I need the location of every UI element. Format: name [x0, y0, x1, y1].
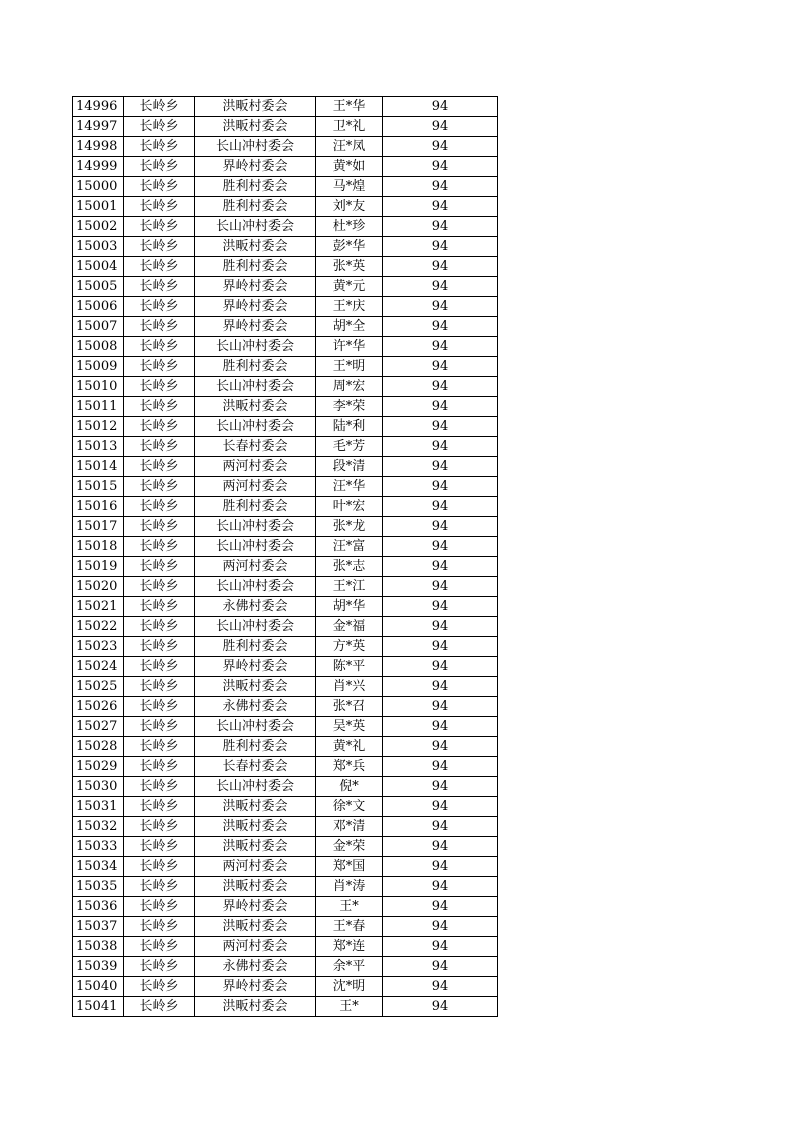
township-cell: 长岭乡 [124, 277, 195, 297]
township-cell: 长岭乡 [124, 97, 195, 117]
name-cell: 胡*全 [316, 317, 383, 337]
township-cell: 长岭乡 [124, 457, 195, 477]
score-cell: 94 [383, 957, 498, 977]
township-cell: 长岭乡 [124, 377, 195, 397]
record-id-cell: 15010 [73, 377, 124, 397]
township-cell: 长岭乡 [124, 657, 195, 677]
table-row [73, 877, 498, 897]
score-cell: 94 [383, 637, 498, 657]
village-cell: 洪畈村委会 [195, 817, 316, 837]
record-id-cell: 15000 [73, 177, 124, 197]
village-cell: 长山冲村委会 [195, 217, 316, 237]
name-cell: 王*明 [316, 357, 383, 377]
score-cell: 94 [383, 357, 498, 377]
record-id-cell: 15035 [73, 877, 124, 897]
score-cell: 94 [383, 237, 498, 257]
name-cell: 李*荣 [316, 397, 383, 417]
name-cell: 王*江 [316, 577, 383, 597]
table-row [73, 697, 498, 717]
table-row [73, 957, 498, 977]
township-cell: 长岭乡 [124, 597, 195, 617]
score-cell: 94 [383, 877, 498, 897]
table-row [73, 437, 498, 457]
table-row [73, 797, 498, 817]
township-cell: 长岭乡 [124, 337, 195, 357]
township-cell: 长岭乡 [124, 437, 195, 457]
record-id-cell: 15009 [73, 357, 124, 377]
table-row [73, 917, 498, 937]
table-row [73, 277, 498, 297]
score-cell: 94 [383, 217, 498, 237]
village-cell: 长山冲村委会 [195, 417, 316, 437]
record-id-cell: 15030 [73, 777, 124, 797]
name-cell: 王*华 [316, 97, 383, 117]
name-cell: 金*福 [316, 617, 383, 637]
village-cell: 洪畈村委会 [195, 117, 316, 137]
table-row [73, 897, 498, 917]
name-cell: 王* [316, 997, 383, 1017]
name-cell: 王*春 [316, 917, 383, 937]
township-cell: 长岭乡 [124, 417, 195, 437]
village-cell: 长山冲村委会 [195, 137, 316, 157]
name-cell: 张*龙 [316, 517, 383, 537]
score-cell: 94 [383, 317, 498, 337]
score-cell: 94 [383, 517, 498, 537]
record-id-cell: 15034 [73, 857, 124, 877]
record-id-cell: 14998 [73, 137, 124, 157]
table-row [73, 937, 498, 957]
record-id-cell: 15006 [73, 297, 124, 317]
township-cell: 长岭乡 [124, 297, 195, 317]
score-cell: 94 [383, 837, 498, 857]
village-cell: 永佛村委会 [195, 697, 316, 717]
village-cell: 界岭村委会 [195, 297, 316, 317]
record-id-cell: 15027 [73, 717, 124, 737]
records-table [72, 96, 498, 1017]
village-cell: 界岭村委会 [195, 657, 316, 677]
score-cell: 94 [383, 177, 498, 197]
name-cell: 郑*国 [316, 857, 383, 877]
township-cell: 长岭乡 [124, 317, 195, 337]
table-row [73, 577, 498, 597]
village-cell: 洪畈村委会 [195, 237, 316, 257]
score-cell: 94 [383, 397, 498, 417]
name-cell: 方*英 [316, 637, 383, 657]
record-id-cell: 15036 [73, 897, 124, 917]
village-cell: 长山冲村委会 [195, 537, 316, 557]
table-row [73, 997, 498, 1017]
township-cell: 长岭乡 [124, 137, 195, 157]
township-cell: 长岭乡 [124, 357, 195, 377]
village-cell: 界岭村委会 [195, 277, 316, 297]
name-cell: 郑*连 [316, 937, 383, 957]
township-cell: 长岭乡 [124, 737, 195, 757]
record-id-cell: 15012 [73, 417, 124, 437]
village-cell: 胜利村委会 [195, 357, 316, 377]
name-cell: 毛*芳 [316, 437, 383, 457]
records-table-body [73, 97, 498, 1017]
name-cell: 张*志 [316, 557, 383, 577]
township-cell: 长岭乡 [124, 177, 195, 197]
table-row [73, 417, 498, 437]
record-id-cell: 15016 [73, 497, 124, 517]
record-id-cell: 15002 [73, 217, 124, 237]
score-cell: 94 [383, 597, 498, 617]
name-cell: 黄*礼 [316, 737, 383, 757]
township-cell: 长岭乡 [124, 697, 195, 717]
score-cell: 94 [383, 437, 498, 457]
name-cell: 刘*友 [316, 197, 383, 217]
record-id-cell: 15028 [73, 737, 124, 757]
score-cell: 94 [383, 977, 498, 997]
score-cell: 94 [383, 817, 498, 837]
village-cell: 界岭村委会 [195, 157, 316, 177]
township-cell: 长岭乡 [124, 677, 195, 697]
record-id-cell: 15007 [73, 317, 124, 337]
name-cell: 吴*英 [316, 717, 383, 737]
score-cell: 94 [383, 937, 498, 957]
record-id-cell: 15033 [73, 837, 124, 857]
table-row [73, 257, 498, 277]
score-cell: 94 [383, 717, 498, 737]
score-cell: 94 [383, 697, 498, 717]
score-cell: 94 [383, 897, 498, 917]
table-row [73, 477, 498, 497]
table-row [73, 97, 498, 117]
record-id-cell: 15005 [73, 277, 124, 297]
name-cell: 许*华 [316, 337, 383, 357]
township-cell: 长岭乡 [124, 617, 195, 637]
village-cell: 长山冲村委会 [195, 717, 316, 737]
table-row [73, 517, 498, 537]
village-cell: 两河村委会 [195, 937, 316, 957]
village-cell: 洪畈村委会 [195, 997, 316, 1017]
name-cell: 黄*元 [316, 277, 383, 297]
name-cell: 胡*华 [316, 597, 383, 617]
township-cell: 长岭乡 [124, 837, 195, 857]
table-row [73, 377, 498, 397]
name-cell: 沈*明 [316, 977, 383, 997]
township-cell: 长岭乡 [124, 397, 195, 417]
record-id-cell: 15019 [73, 557, 124, 577]
village-cell: 长山冲村委会 [195, 377, 316, 397]
name-cell: 郑*兵 [316, 757, 383, 777]
name-cell: 张*英 [316, 257, 383, 277]
score-cell: 94 [383, 757, 498, 777]
name-cell: 陈*平 [316, 657, 383, 677]
score-cell: 94 [383, 97, 498, 117]
name-cell: 王* [316, 897, 383, 917]
record-id-cell: 15026 [73, 697, 124, 717]
record-id-cell: 15018 [73, 537, 124, 557]
village-cell: 胜利村委会 [195, 177, 316, 197]
table-row [73, 597, 498, 617]
village-cell: 界岭村委会 [195, 317, 316, 337]
score-cell: 94 [383, 657, 498, 677]
record-id-cell: 15023 [73, 637, 124, 657]
township-cell: 长岭乡 [124, 897, 195, 917]
record-id-cell: 15013 [73, 437, 124, 457]
score-cell: 94 [383, 857, 498, 877]
village-cell: 胜利村委会 [195, 197, 316, 217]
table-row [73, 537, 498, 557]
table-row [73, 357, 498, 377]
record-id-cell: 15022 [73, 617, 124, 637]
score-cell: 94 [383, 497, 498, 517]
table-row [73, 657, 498, 677]
score-cell: 94 [383, 677, 498, 697]
township-cell: 长岭乡 [124, 477, 195, 497]
name-cell: 金*荣 [316, 837, 383, 857]
name-cell: 汪*富 [316, 537, 383, 557]
village-cell: 长山冲村委会 [195, 777, 316, 797]
township-cell: 长岭乡 [124, 157, 195, 177]
name-cell: 余*平 [316, 957, 383, 977]
table-row [73, 337, 498, 357]
village-cell: 洪畈村委会 [195, 837, 316, 857]
township-cell: 长岭乡 [124, 997, 195, 1017]
village-cell: 长山冲村委会 [195, 617, 316, 637]
score-cell: 94 [383, 257, 498, 277]
score-cell: 94 [383, 157, 498, 177]
village-cell: 洪畈村委会 [195, 397, 316, 417]
table-row [73, 317, 498, 337]
score-cell: 94 [383, 277, 498, 297]
record-id-cell: 15004 [73, 257, 124, 277]
township-cell: 长岭乡 [124, 637, 195, 657]
table-row [73, 977, 498, 997]
name-cell: 叶*宏 [316, 497, 383, 517]
name-cell: 肖*兴 [316, 677, 383, 697]
table-row [73, 457, 498, 477]
village-cell: 洪畈村委会 [195, 677, 316, 697]
village-cell: 洪畈村委会 [195, 797, 316, 817]
township-cell: 长岭乡 [124, 197, 195, 217]
township-cell: 长岭乡 [124, 877, 195, 897]
township-cell: 长岭乡 [124, 517, 195, 537]
table-row [73, 737, 498, 757]
table-row [73, 397, 498, 417]
table-row [73, 177, 498, 197]
township-cell: 长岭乡 [124, 797, 195, 817]
township-cell: 长岭乡 [124, 557, 195, 577]
village-cell: 永佛村委会 [195, 597, 316, 617]
name-cell: 邓*清 [316, 817, 383, 837]
table-row [73, 197, 498, 217]
name-cell: 王*庆 [316, 297, 383, 317]
name-cell: 马*煌 [316, 177, 383, 197]
score-cell: 94 [383, 557, 498, 577]
township-cell: 长岭乡 [124, 237, 195, 257]
village-cell: 长春村委会 [195, 757, 316, 777]
village-cell: 长山冲村委会 [195, 577, 316, 597]
village-cell: 两河村委会 [195, 557, 316, 577]
table-row [73, 857, 498, 877]
score-cell: 94 [383, 777, 498, 797]
table-row [73, 137, 498, 157]
village-cell: 胜利村委会 [195, 637, 316, 657]
score-cell: 94 [383, 797, 498, 817]
record-id-cell: 15031 [73, 797, 124, 817]
name-cell: 倪* [316, 777, 383, 797]
name-cell: 段*清 [316, 457, 383, 477]
table-row [73, 117, 498, 137]
village-cell: 两河村委会 [195, 477, 316, 497]
record-id-cell: 15024 [73, 657, 124, 677]
village-cell: 两河村委会 [195, 457, 316, 477]
village-cell: 洪畈村委会 [195, 97, 316, 117]
record-id-cell: 14999 [73, 157, 124, 177]
score-cell: 94 [383, 457, 498, 477]
village-cell: 两河村委会 [195, 857, 316, 877]
record-id-cell: 15041 [73, 997, 124, 1017]
table-row [73, 677, 498, 697]
score-cell: 94 [383, 117, 498, 137]
name-cell: 陆*利 [316, 417, 383, 437]
record-id-cell: 15037 [73, 917, 124, 937]
record-id-cell: 14997 [73, 117, 124, 137]
score-cell: 94 [383, 737, 498, 757]
score-cell: 94 [383, 917, 498, 937]
record-id-cell: 15011 [73, 397, 124, 417]
record-id-cell: 15040 [73, 977, 124, 997]
name-cell: 黄*如 [316, 157, 383, 177]
township-cell: 长岭乡 [124, 257, 195, 277]
table-row [73, 157, 498, 177]
record-id-cell: 15015 [73, 477, 124, 497]
table-row [73, 817, 498, 837]
table-row [73, 837, 498, 857]
score-cell: 94 [383, 997, 498, 1017]
score-cell: 94 [383, 297, 498, 317]
village-cell: 永佛村委会 [195, 957, 316, 977]
name-cell: 汪*华 [316, 477, 383, 497]
record-id-cell: 15017 [73, 517, 124, 537]
township-cell: 长岭乡 [124, 857, 195, 877]
record-id-cell: 15008 [73, 337, 124, 357]
table-row [73, 217, 498, 237]
record-id-cell: 15014 [73, 457, 124, 477]
record-id-cell: 15020 [73, 577, 124, 597]
township-cell: 长岭乡 [124, 937, 195, 957]
record-id-cell: 15039 [73, 957, 124, 977]
record-id-cell: 15038 [73, 937, 124, 957]
name-cell: 肖*涛 [316, 877, 383, 897]
name-cell: 杜*珍 [316, 217, 383, 237]
score-cell: 94 [383, 137, 498, 157]
village-cell: 长山冲村委会 [195, 337, 316, 357]
township-cell: 长岭乡 [124, 497, 195, 517]
township-cell: 长岭乡 [124, 217, 195, 237]
township-cell: 长岭乡 [124, 777, 195, 797]
village-cell: 胜利村委会 [195, 257, 316, 277]
name-cell: 彭*华 [316, 237, 383, 257]
record-id-cell: 14996 [73, 97, 124, 117]
score-cell: 94 [383, 617, 498, 637]
record-id-cell: 15025 [73, 677, 124, 697]
township-cell: 长岭乡 [124, 817, 195, 837]
village-cell: 长山冲村委会 [195, 517, 316, 537]
name-cell: 张*召 [316, 697, 383, 717]
record-id-cell: 15029 [73, 757, 124, 777]
village-cell: 洪畈村委会 [195, 877, 316, 897]
record-id-cell: 15021 [73, 597, 124, 617]
score-cell: 94 [383, 477, 498, 497]
township-cell: 长岭乡 [124, 917, 195, 937]
table-row [73, 557, 498, 577]
record-id-cell: 15003 [73, 237, 124, 257]
name-cell: 周*宏 [316, 377, 383, 397]
record-id-cell: 15001 [73, 197, 124, 217]
township-cell: 长岭乡 [124, 577, 195, 597]
township-cell: 长岭乡 [124, 977, 195, 997]
table-row [73, 637, 498, 657]
table-row [73, 777, 498, 797]
score-cell: 94 [383, 417, 498, 437]
table-row [73, 717, 498, 737]
score-cell: 94 [383, 377, 498, 397]
table-row [73, 497, 498, 517]
table-row [73, 617, 498, 637]
village-cell: 长春村委会 [195, 437, 316, 457]
township-cell: 长岭乡 [124, 717, 195, 737]
village-cell: 界岭村委会 [195, 897, 316, 917]
score-cell: 94 [383, 337, 498, 357]
township-cell: 长岭乡 [124, 117, 195, 137]
score-cell: 94 [383, 577, 498, 597]
score-cell: 94 [383, 197, 498, 217]
township-cell: 长岭乡 [124, 757, 195, 777]
village-cell: 胜利村委会 [195, 497, 316, 517]
name-cell: 徐*文 [316, 797, 383, 817]
table-row [73, 757, 498, 777]
record-id-cell: 15032 [73, 817, 124, 837]
township-cell: 长岭乡 [124, 537, 195, 557]
table-row [73, 297, 498, 317]
score-cell: 94 [383, 537, 498, 557]
name-cell: 卫*礼 [316, 117, 383, 137]
name-cell: 汪*凤 [316, 137, 383, 157]
table-row [73, 237, 498, 257]
township-cell: 长岭乡 [124, 957, 195, 977]
village-cell: 界岭村委会 [195, 977, 316, 997]
village-cell: 胜利村委会 [195, 737, 316, 757]
village-cell: 洪畈村委会 [195, 917, 316, 937]
